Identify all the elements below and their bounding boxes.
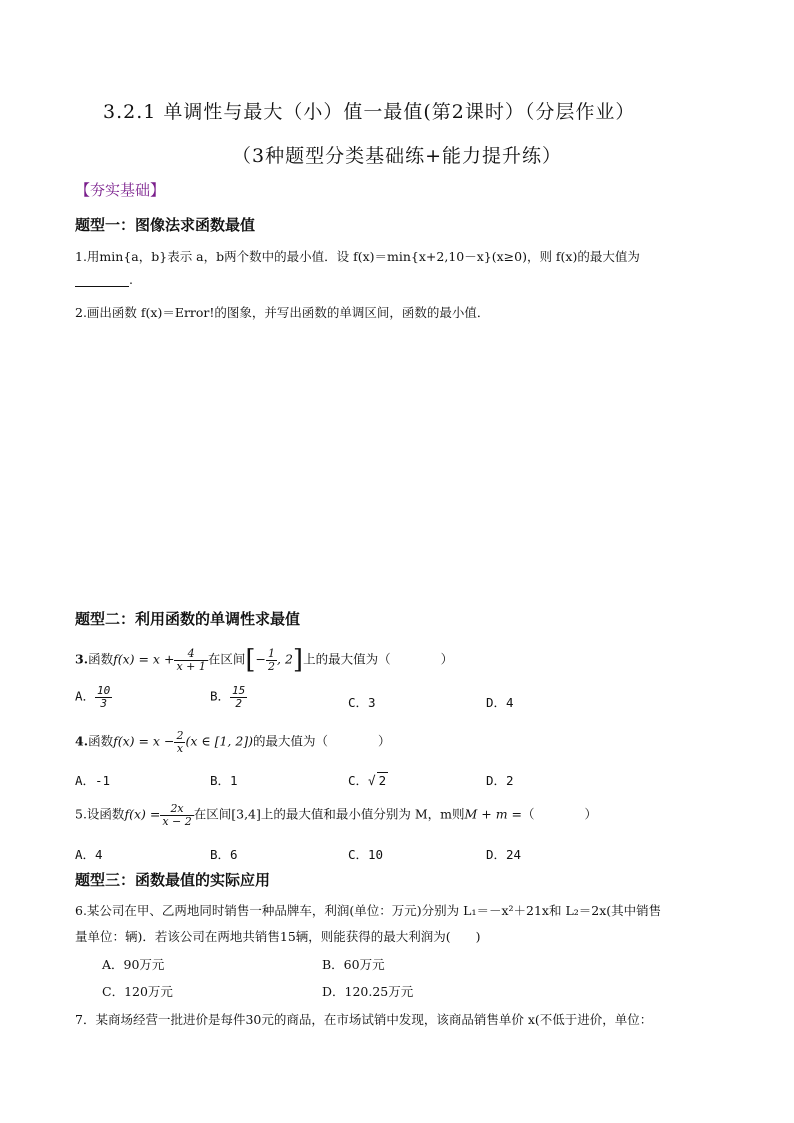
question-5-post: （ ） [522, 806, 598, 822]
right-bracket: ] [292, 645, 304, 675]
option-d: D．4 [486, 695, 514, 710]
question-4-post: 的最大值为（ ） [253, 733, 391, 749]
option-a: A．90万元 [102, 957, 165, 972]
question-7-line1: 7．某商场经营一批进价是每件30元的商品，在市场试销中发现，该商品销售单价 x(不低于进价，单位： [75, 1012, 653, 1027]
option-d: D．2 [486, 773, 514, 788]
question-4-function: f(x) = x − [113, 733, 175, 749]
option-c: C．3 [348, 695, 376, 710]
question-4-pre: 函数 [88, 733, 114, 749]
question-3-pre: 函数 [88, 651, 114, 667]
option-b: B．1 [210, 773, 238, 788]
left-bracket: [ [245, 645, 256, 675]
question-6-line2: 量单位：辆)．若该公司在两地共销售15辆，则能获得的最大利润为( ) [75, 929, 481, 944]
question-1-text: 1.用min{a，b}表示 a，b两个数中的最小值．设 f(x)＝min{x+2,10－x}(x≥0)，则 f(x)的最大值为 [75, 249, 640, 264]
option-c: C．√ 2 [348, 773, 387, 788]
question-4-number: 4. [75, 733, 89, 749]
question-3-number: 3. [75, 651, 89, 667]
answer-blank [75, 274, 129, 287]
option-d: D．120.25万元 [322, 984, 414, 999]
question-4 [75, 730, 391, 754]
question-3-interval-fraction: $\frac{1}{2}$ [268, 646, 276, 673]
sqrt-value: 2 [378, 773, 387, 788]
page-subtitle: （3种题型分类基础练+能力提升练） [232, 145, 563, 167]
section-basic-label: 【夯实基础】 [75, 181, 166, 199]
option-b: B．60万元 [322, 957, 385, 972]
question-3-interval-rest: , 2 [277, 651, 293, 667]
question-5-fraction: $\frac{2x}{x - 2}$ [162, 802, 192, 828]
question-1-blank-line [75, 272, 133, 287]
option-a: A．4 [75, 847, 103, 862]
question-5 [75, 803, 597, 827]
question-6-line1: 6.某公司在甲、乙两地同时销售一种品牌车，利润(单位：万元)分别为 L₁＝－x²＋21x和 L₂＝2x(其中销售 [75, 903, 662, 918]
question-5-expression: M + m = [464, 806, 523, 822]
question-1-end: . [129, 272, 133, 287]
option-b: B．6 [210, 847, 238, 862]
question-5-mid: 在区间[3,4]上的最大值和最小值分别为 M，m则 [193, 806, 465, 822]
question-4-fraction: $\frac{2}{x}$ [176, 729, 184, 755]
question-3-mid: 在区间 [207, 651, 246, 667]
question-3-fraction: $\frac{4}{x + 1}$ [176, 646, 206, 673]
question-3: 3.函数f(x) = x + $\frac{4}{x + 1}$ 在区间[− $\frac{1}{2}$ , 2]上的最大值为（ ） [75, 645, 454, 675]
option-b: B． $\frac{15}{2}$ [210, 684, 246, 710]
type2-heading: 题型二：利用函数的单调性求最值 [75, 610, 301, 628]
question-4-domain: (x ∈ [1, 2]) [185, 733, 254, 749]
page-title: 3.2.1 单调性与最大（小）值一最值(第2课时）（分层作业） [103, 101, 636, 123]
type1-heading: 题型一：图像法求函数最值 [75, 216, 256, 234]
question-2: 2.画出函数 f(x)＝Error!的图象，并写出函数的单调区间，函数的最小值． [75, 305, 490, 320]
question-1 [75, 247, 640, 265]
option-d: D．24 [486, 847, 522, 862]
type3-heading: 题型三：函数最值的实际应用 [75, 871, 271, 889]
question-3-function: f(x) = x + [113, 651, 175, 667]
option-c: C．10 [348, 847, 384, 862]
question-5-function: f(x) = [124, 806, 161, 822]
option-c: C．120万元 [102, 984, 173, 999]
question-3-post: 上的最大值为（ ） [303, 651, 454, 667]
option-a: A． $\frac{10}{3}$ [75, 684, 111, 710]
question-5-pre: 5.设函数 [75, 806, 125, 822]
option-a: A．-1 [75, 773, 111, 788]
